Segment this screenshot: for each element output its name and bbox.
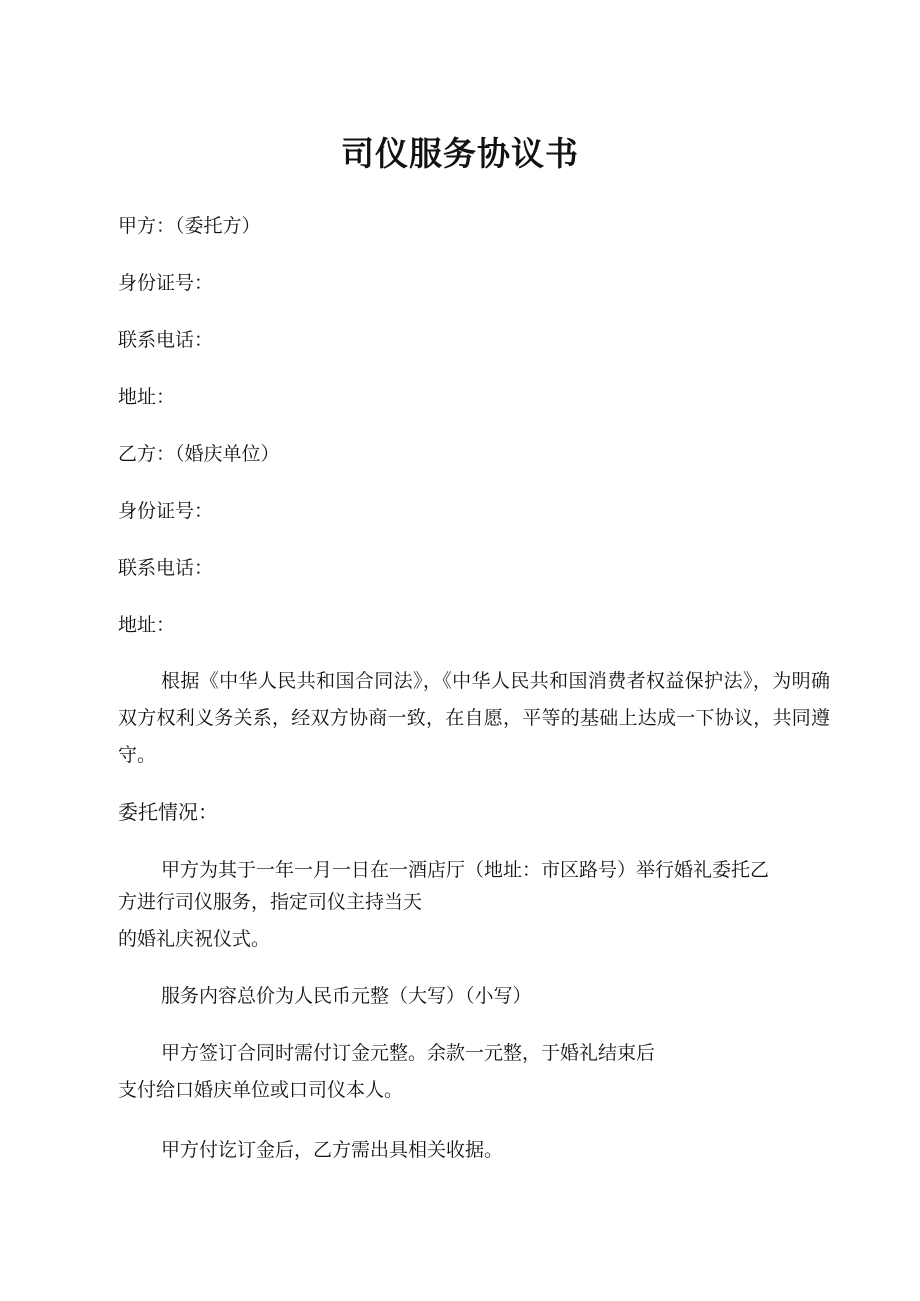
document-title: 司仪服务协议书 — [341, 134, 579, 173]
party-b-address-label: 地址： — [118, 614, 176, 636]
entrust-line-1: 甲方为其于一年一月一日在一酒店厅（地址：市区路号）举行婚礼委托乙 — [161, 859, 770, 881]
party-a-phone-label: 联系电话： — [118, 329, 214, 351]
party-b-phone-label: 联系电话： — [118, 557, 214, 579]
intro-paragraph: 根据《中华人民共和国合同法》，《中华人民共和国消费者权益保护法》，为明确双方权利义务关系，经双方协商一致，在自愿，平等的基础上达成一下协议，共同遵守。 — [118, 670, 830, 766]
party-b-label: 乙方：（婚庆单位） — [118, 443, 280, 465]
party-a-id-label: 身份证号： — [118, 272, 214, 294]
entrust-line-2: 方进行司仪服务，指定司仪主持当天 — [118, 891, 423, 913]
entrust-line-3: 的婚礼庆祝仪式。 — [118, 928, 271, 950]
receipt-line: 甲方付讫订金后，乙方需出具相关收据。 — [161, 1139, 504, 1161]
section-heading: 委托情况： — [118, 800, 218, 824]
party-b-id-label: 身份证号： — [118, 500, 214, 522]
payment-line-2: 支付给口婚庆单位或口司仪本人。 — [118, 1079, 404, 1101]
payment-line-1: 甲方签订合同时需付订金元整。余款一元整，于婚礼结束后 — [161, 1042, 656, 1064]
party-a-label: 甲方：（委托方） — [118, 215, 261, 237]
party-a-address-label: 地址： — [118, 386, 176, 408]
price-line: 服务内容总价为人民币元整（大写）（小写） — [161, 985, 532, 1007]
